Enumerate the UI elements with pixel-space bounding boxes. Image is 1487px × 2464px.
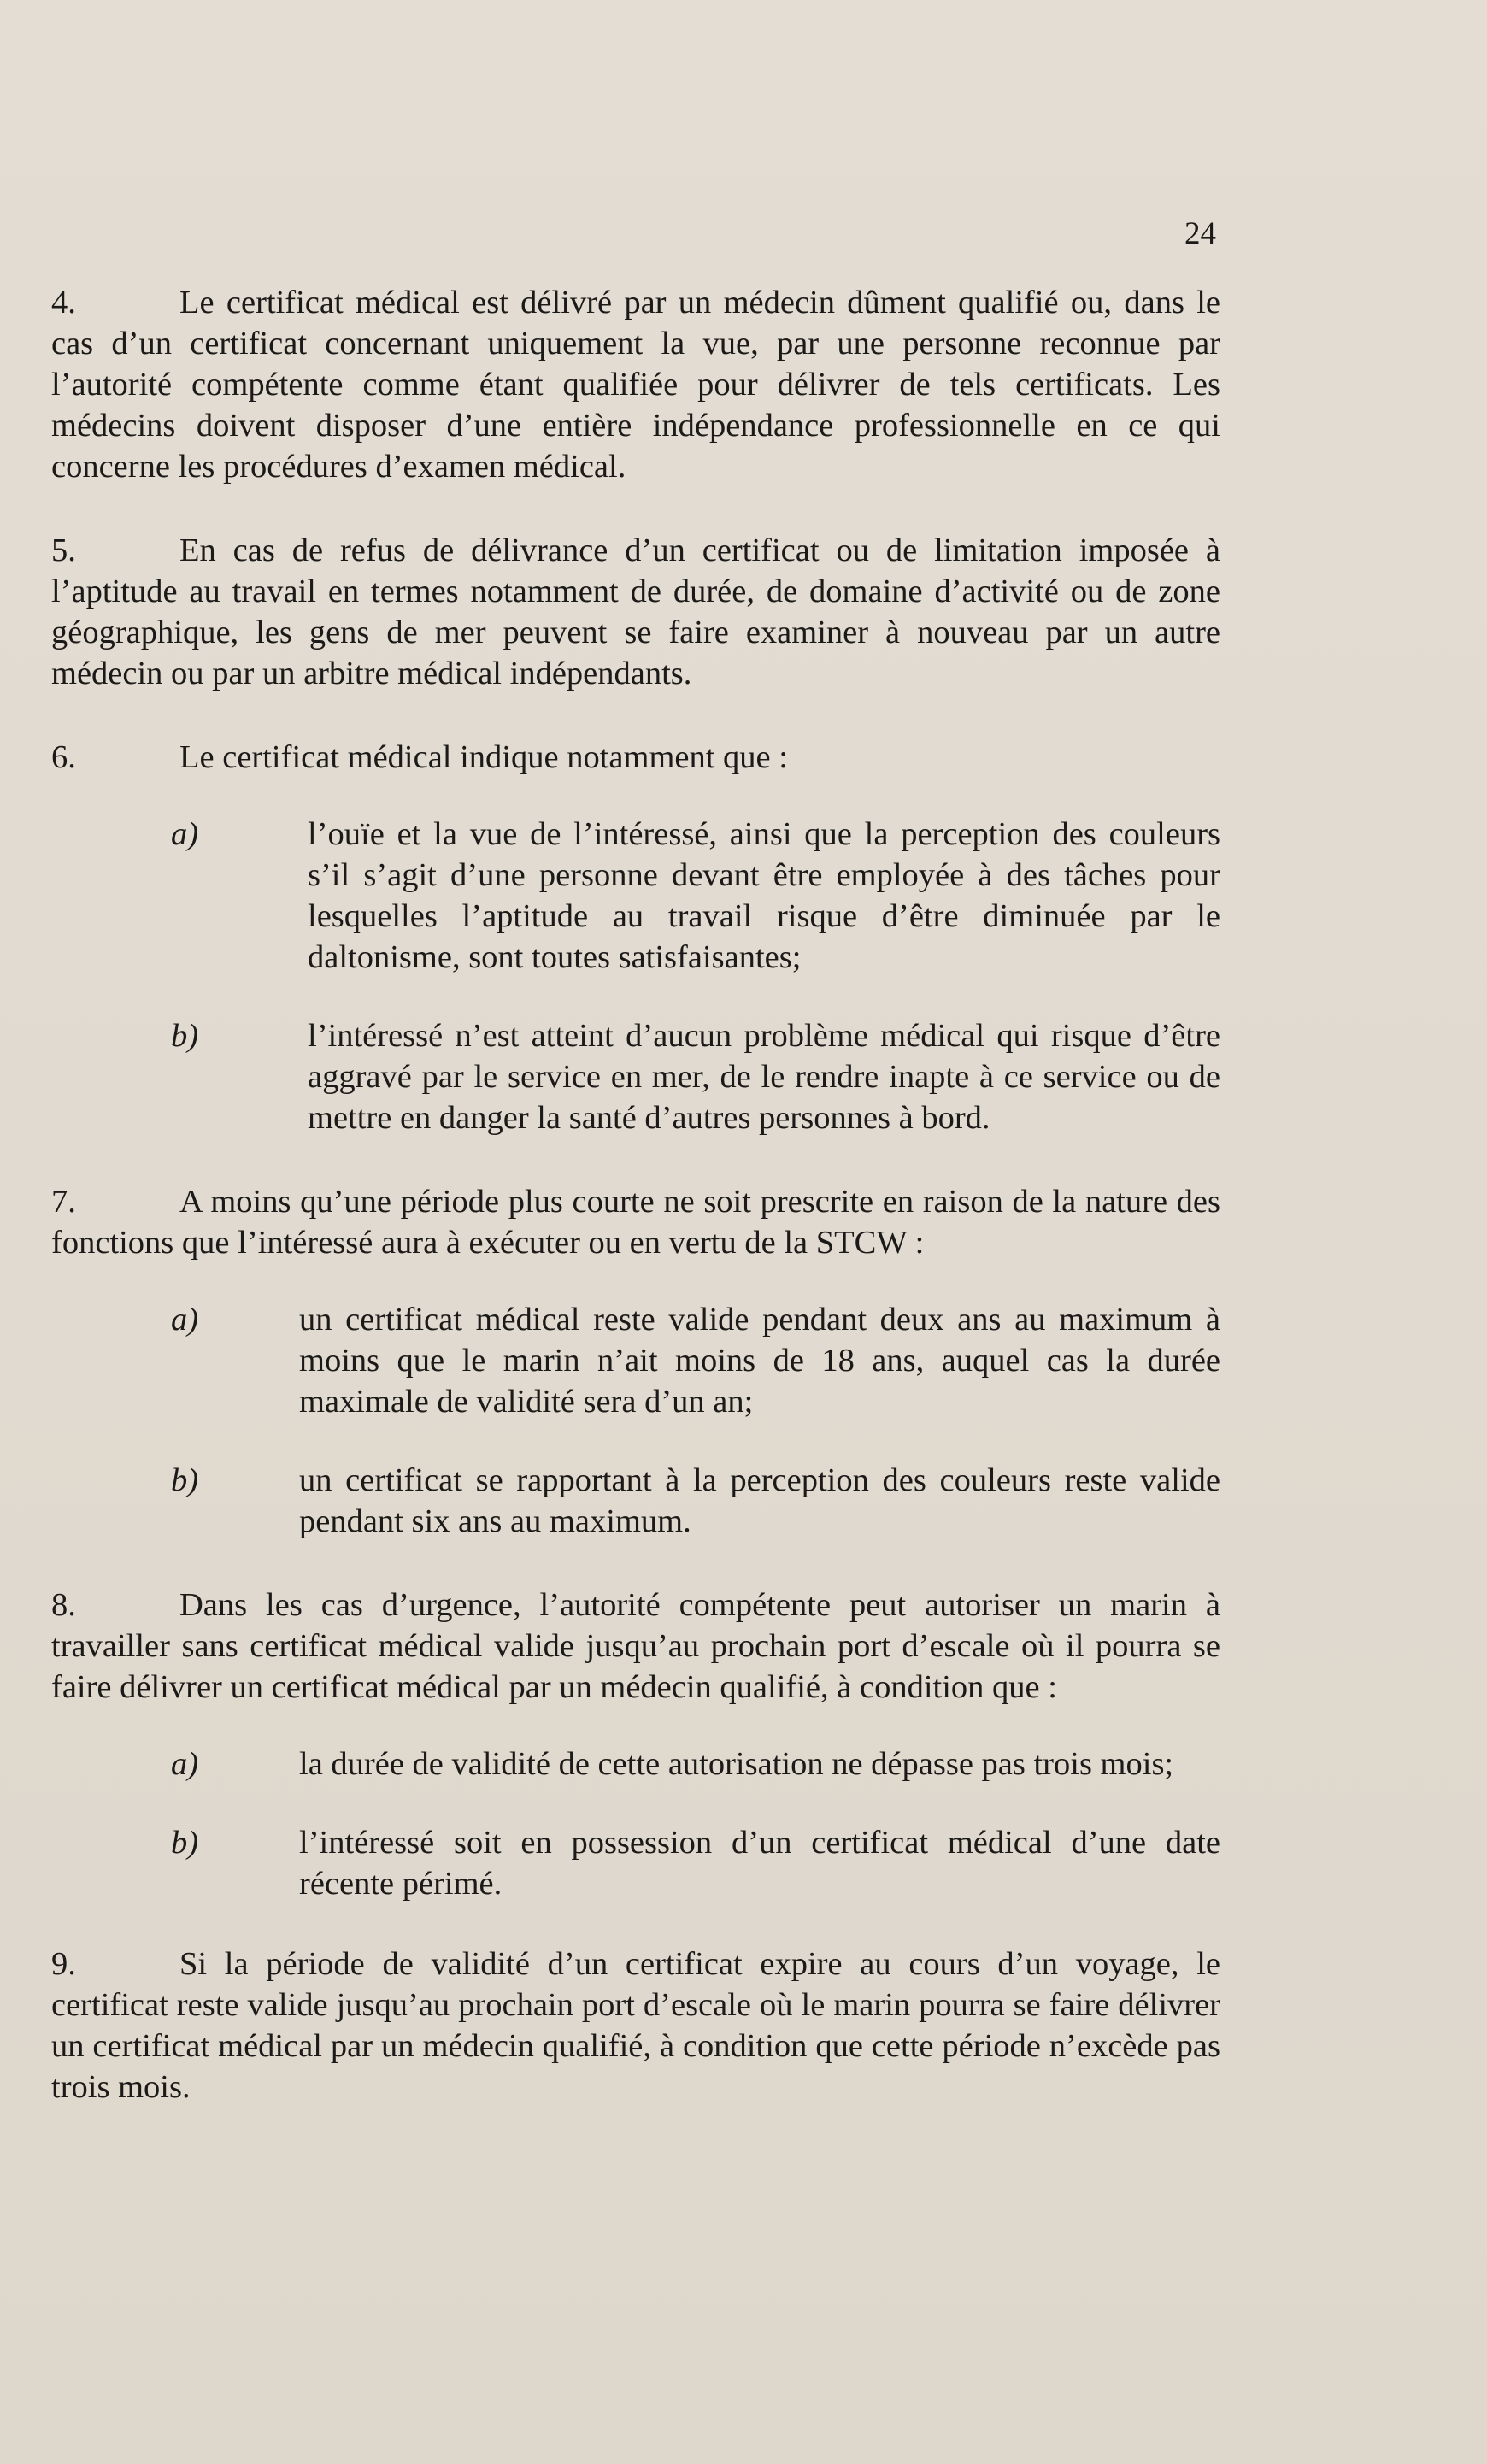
paragraph-text: Le certificat médical est délivré par un médecin dûment qualifié ou, dans le cas d’un certificat concernant uniquement la vue, par une personne reconnue par l’autorité compétente comme étant qualifiée pour délivrer de tels certificats. Les médecins doivent disposer d’une entière indépendance professionnelle en ce qui concerne les procédures d’examen médical. bbox=[51, 285, 1220, 485]
list-item bbox=[51, 1822, 1220, 1904]
paragraph-8 bbox=[51, 1585, 1220, 1708]
paragraph-number: 7. bbox=[51, 1184, 76, 1220]
item-letter: a) bbox=[171, 1302, 199, 1338]
paragraph-number: 6. bbox=[51, 739, 76, 775]
paragraph-5 bbox=[51, 530, 1220, 694]
paragraph-text: Le certificat médical indique notamment que : bbox=[179, 739, 788, 775]
item-text: l’intéressé n’est atteint d’aucun problème médical qui risque d’être aggravé par le service en mer, de le rendre inapte à ce service ou de mettre en danger la santé d’autres personnes à bord. bbox=[308, 1018, 1220, 1136]
list-item bbox=[51, 1744, 1220, 1785]
paragraph-number: 5. bbox=[51, 532, 76, 568]
document-body bbox=[51, 282, 1220, 2150]
paragraph-number: 4. bbox=[51, 285, 76, 320]
paragraph-text: Si la période de validité d’un certificat expire au cours d’un voyage, le certificat reste valide jusqu’au prochain port d’escale où le marin pourra se faire délivrer un certificat médical par un médecin qualifié, à condition que cette période n’excède pas trois mois. bbox=[51, 1946, 1220, 2105]
list-item bbox=[51, 1299, 1220, 1422]
item-text: un certificat se rapportant à la perception des couleurs reste valide pendant six ans au maximum. bbox=[299, 1462, 1220, 1539]
paragraph-number: 8. bbox=[51, 1587, 76, 1623]
paragraph-7 bbox=[51, 1181, 1220, 1263]
item-text: l’intéressé soit en possession d’un certificat médical d’une date récente périmé. bbox=[299, 1825, 1220, 1902]
list-item bbox=[51, 1460, 1220, 1542]
page-number: 24 bbox=[1184, 216, 1216, 251]
item-text: l’ouïe et la vue de l’intéressé, ainsi que la perception des couleurs s’il s’agit d’une personne devant être employée à des tâches pour lesquelles l’aptitude au travail risque d’être diminuée par le daltonisme, sont toutes satisfaisantes; bbox=[308, 816, 1220, 975]
paragraph-text: En cas de refus de délivrance d’un certificat ou de limitation imposée à l’aptitude au travail en termes notamment de durée, de domaine d’activité ou de zone géographique, les gens de mer peuvent se faire examiner à nouveau par un autre médecin ou par un arbitre médical indépendants. bbox=[51, 532, 1220, 691]
paragraph-text: Dans les cas d’urgence, l’autorité compétente peut autoriser un marin à travailler sans certificat médical valide jusqu’au prochain port d’escale où il pourra se faire délivrer un certificat médical par un médecin qualifié, à condition que : bbox=[51, 1587, 1220, 1705]
item-letter: a) bbox=[171, 816, 199, 852]
list-item bbox=[51, 814, 1220, 978]
paragraph-4 bbox=[51, 282, 1220, 487]
item-letter: b) bbox=[171, 1825, 199, 1861]
list-item bbox=[51, 1015, 1220, 1138]
paragraph-6 bbox=[51, 737, 1220, 778]
item-letter: a) bbox=[171, 1746, 199, 1782]
paragraph-9 bbox=[51, 1944, 1220, 2108]
item-text: un certificat médical reste valide pendant deux ans au maximum à moins que le marin n’ait moins de 18 ans, auquel cas la durée maximale de validité sera d’un an; bbox=[299, 1302, 1220, 1420]
paragraph-text: A moins qu’une période plus courte ne soit prescrite en raison de la nature des fonctions que l’intéressé aura à exécuter ou en vertu de la STCW : bbox=[51, 1184, 1220, 1261]
paragraph-number: 9. bbox=[51, 1946, 76, 1982]
item-letter: b) bbox=[171, 1018, 199, 1054]
item-letter: b) bbox=[171, 1462, 199, 1498]
item-text: la durée de validité de cette autorisation ne dépasse pas trois mois; bbox=[299, 1746, 1174, 1782]
